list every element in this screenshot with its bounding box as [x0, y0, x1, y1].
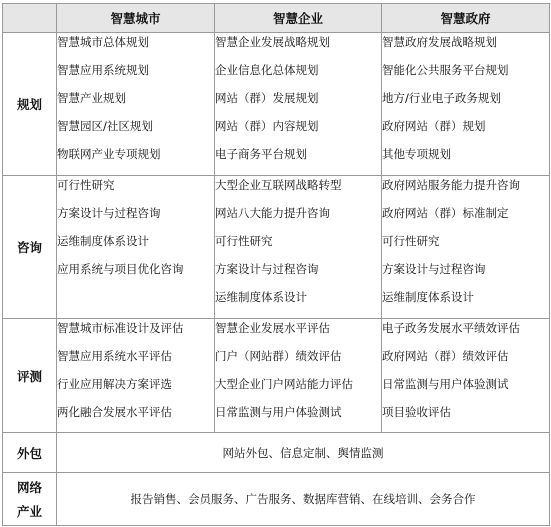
- network-industry-content: 报告销售、会员服务、广告服务、数据库营销、在线培训、会务合作: [57, 473, 550, 526]
- list-item: 政府网站（群）绩效评估: [382, 349, 509, 363]
- row-label-evaluation: 评测: [3, 319, 57, 433]
- list-item: 行业应用解决方案评选: [57, 377, 172, 391]
- header-smart-enterprise: 智慧企业: [215, 4, 382, 33]
- header-smart-government: 智慧政府: [382, 4, 550, 33]
- list-item: 方案设计与过程咨询: [382, 262, 486, 276]
- list-item: 智慧政府发展战略规划: [382, 35, 497, 49]
- row-evaluation: [3, 319, 550, 433]
- list-item: 大型企业互联网战略转型: [215, 178, 342, 192]
- row-label-consulting: 咨询: [3, 176, 57, 319]
- list-item: 企业信息化总体规划: [215, 63, 319, 77]
- header-corner: [3, 4, 57, 33]
- list-item: 智慧应用系统水平评估: [57, 349, 172, 363]
- list-item: 电子商务平台规划: [215, 147, 307, 161]
- header-smart-city: 智慧城市: [57, 4, 215, 33]
- cell-consulting-enterprise: [215, 176, 382, 319]
- row-label-planning: 规划: [3, 33, 57, 176]
- list-item: 日常监测与用户体验测试: [382, 377, 509, 391]
- list-item: 网站（群）发展规划: [215, 91, 319, 105]
- list-item: 网站（群）内容规划: [215, 119, 319, 133]
- list-item: 应用系统与项目优化咨询: [57, 262, 184, 276]
- row-label-network-industry: [3, 473, 57, 526]
- cell-planning-city: [57, 33, 215, 176]
- list-item: 智慧企业发展战略规划: [215, 35, 330, 49]
- list-item: 可行性研究: [57, 178, 115, 192]
- cell-planning-enterprise: [215, 33, 382, 176]
- row-label-outsourcing: 外包: [3, 433, 57, 473]
- list-item: 运维制度体系设计: [215, 290, 307, 304]
- list-item: 智慧园区/社区规划: [57, 119, 153, 133]
- cell-consulting-city: [57, 176, 215, 319]
- row-label-line: 产业: [16, 504, 42, 519]
- list-item: 智慧城市标准设计及评估: [57, 321, 184, 335]
- row-network-industry: [3, 473, 550, 526]
- cell-planning-government: [382, 33, 550, 176]
- list-item: 智慧城市总体规划: [57, 35, 149, 49]
- list-item: 日常监测与用户体验测试: [215, 405, 342, 419]
- list-item: 项目验收评估: [382, 405, 451, 419]
- list-item: 智能化公共服务平台规划: [382, 63, 509, 77]
- list-item: 物联网产业专项规划: [57, 147, 161, 161]
- list-item: 其他专项规划: [382, 147, 451, 161]
- header-row: [3, 4, 550, 33]
- list-item: 政府网站（群）规划: [382, 119, 486, 133]
- list-item: 地方/行业电子政务规划: [382, 91, 501, 105]
- list-item: 智慧应用系统规划: [57, 63, 149, 77]
- list-item: 政府网站服务能力提升咨询: [382, 178, 520, 192]
- outsourcing-content: 网站外包、信息定制、舆情监测: [57, 433, 550, 473]
- list-item: 大型企业门户网站能力评估: [215, 377, 353, 391]
- row-label-line: 网络: [16, 480, 42, 495]
- list-item: 电子政务发展水平绩效评估: [382, 321, 520, 335]
- cell-evaluation-city: [57, 319, 215, 433]
- list-item: 智慧产业规划: [57, 91, 126, 105]
- list-item: 门户（网站群）绩效评估: [215, 349, 342, 363]
- list-item: 运维制度体系设计: [57, 234, 149, 248]
- list-item: 两化融合发展水平评估: [57, 405, 172, 419]
- cell-evaluation-government: [382, 319, 550, 433]
- list-item: 网站八大能力提升咨询: [215, 206, 330, 220]
- list-item: 方案设计与过程咨询: [215, 262, 319, 276]
- list-item: 可行性研究: [215, 234, 273, 248]
- row-consulting: [3, 176, 550, 319]
- row-planning: [3, 33, 550, 176]
- cell-evaluation-enterprise: [215, 319, 382, 433]
- list-item: 方案设计与过程咨询: [57, 206, 161, 220]
- list-item: 政府网站（群）标准制定: [382, 206, 509, 220]
- list-item: 可行性研究: [382, 234, 440, 248]
- list-item: 运维制度体系设计: [382, 290, 474, 304]
- list-item: 智慧企业发展水平评估: [215, 321, 330, 335]
- cell-consulting-government: [382, 176, 550, 319]
- services-table: [2, 3, 550, 526]
- row-outsourcing: [3, 433, 550, 473]
